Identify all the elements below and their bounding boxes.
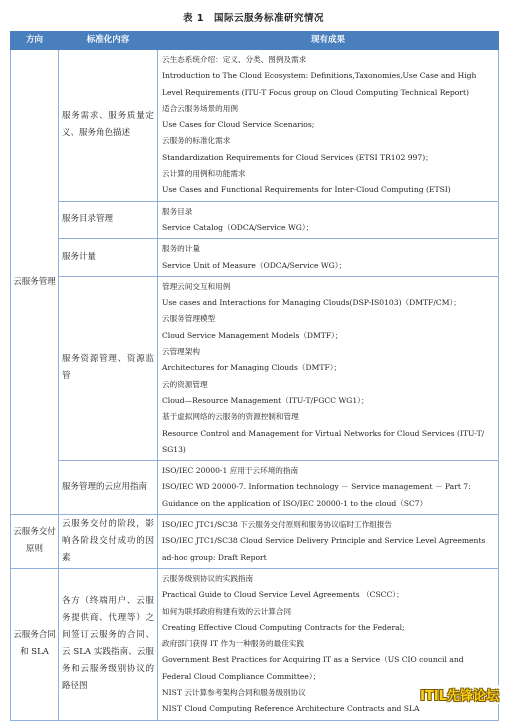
standards-table [10,31,499,721]
result-line: Use Cases and Functional Requirements for Inter-Cloud Computing (ETSI) [162,185,451,195]
result-line: 云计算的用例和功能需求 [162,169,246,179]
results-cell [158,461,499,515]
result-line: 云生态系统介绍：定义、分类、图例及需求 [162,55,307,64]
result-line: Level Requirements (ITU-T Focus group on Cloud Computing Technical Report) [162,87,469,97]
table-row [11,201,499,239]
result-line: ISO/IEC JTC1/SC38 下云服务交付原则和服务协议临时工作组报告 [162,520,393,530]
content-cell: 服务资源管理、资源监管 [59,276,158,460]
result-line: ad-hoc group: Draft Report [162,552,267,562]
result-line: Introduction to The Cloud Ecosystem: Definitions,Taxonomies,Use Case and High [162,71,477,81]
result-line: 云服务的标准化需求 [162,136,231,146]
content-cell: 服务管理的云应用指南 [59,461,158,515]
table-row [11,276,499,460]
content-cell: 云服务交付的阶段，影响各阶段交付成功的因素 [59,515,158,569]
result-line: SG13) [162,444,186,454]
result-line: Architectures for Managing Clouds（DMTF）； [162,363,342,373]
direction-cell: 云服务交付原则 [11,515,59,569]
result-line: 云服务管理模型 [162,314,216,324]
result-line: Use Cases for Cloud Service Scenarios; [162,120,315,130]
content-cell: 服务计量 [59,239,158,277]
direction-cell: 云服务管理 [11,50,59,515]
result-line: 服务的计量 [162,244,200,254]
result-line: ISO/IEC WD 20000-7. Information technology － Service management － Part 7: [162,482,471,492]
watermark-logo: ITIL先锋论坛 [418,685,501,704]
result-line: Use cases and Interactions for Managing Clouds(DSP-IS0103)（DMTF/CM）； [162,298,461,308]
results-cell [158,201,499,239]
result-line: Federal Cloud Compliance Committee）； [162,671,321,681]
result-line: Practical Guide to Cloud Service Level Agreements （CSCC）； [162,590,404,600]
content-cell: 服务目录管理 [59,201,158,239]
header-results: 现有成果 [158,32,499,50]
header-direction: 方向 [11,32,59,50]
result-line: NIST Cloud Computing Reference Architecture Contracts and SLA [162,704,420,714]
result-line: 基于虚拟网络的云服务的资源控制和管理 [162,412,299,422]
table-row [11,515,499,569]
results-cell [158,515,499,569]
result-line: 服务目录 [162,206,193,216]
result-line: ISO/IEC 20000-1 应用于云环境的指南 [162,466,299,476]
result-line: Government Best Practices for Acquiring IT as a Service（US CIO council and [162,655,464,665]
results-cell [158,50,499,202]
result-line: Cloud Service Management Models（DMTF）； [162,330,343,340]
result-line: 如何为联邦政府构建有效的云计算合同 [162,606,292,616]
result-line: 云的资源管理 [162,379,208,389]
header-content: 标准化内容 [59,32,158,50]
results-cell [158,239,499,277]
result-line: 云管理架构 [162,347,200,357]
result-line: Cloud—Resource Management（ITU-T/FGCC WG1）； [162,395,369,405]
result-line: Service Unit of Measure（ODCA/Service WG）； [162,260,347,270]
results-cell [158,276,499,460]
result-line: Resource Control and Management for Virtual Networks for Cloud Services (ITU-T/ [162,428,485,438]
result-line: Guidance on the application of ISO/IEC 20000-1 to the cloud（SC7） [162,498,428,508]
result-line: ISO/IEC JTC1/SC38 Cloud Service Delivery Principle and Service Level Agreements [162,536,486,546]
direction-cell: 云服务合同和 SLA [11,568,59,720]
result-line: 政府部门获得 IT 作为一种服务的最佳实践 [162,639,304,649]
table-row [11,461,499,515]
result-line: 云服务级别协议的实践指南 [162,573,254,583]
result-line: Standardization Requirements for Cloud Services (ETSI TR102 997)； [162,152,433,162]
table-caption: 表 1 国际云服务标准研究情况 [183,13,324,24]
result-line: Creating Effective Cloud Computing Contracts for the Federal; [162,622,405,632]
result-line: 管理云间交互和用例 [162,281,231,291]
table-row [11,50,499,202]
result-line: Service Catalog（ODCA/Service WG）； [162,222,314,232]
table-header-row [11,32,499,50]
content-cell: 服务需求、服务质量定义、服务角色描述 [59,50,158,202]
result-line: 适合云服务场景的用例 [162,103,238,113]
table-row [11,239,499,277]
content-cell: 各方（终端用户、云服务提供商、代理等）之间签订云服务的合同、云 SLA 实践指南、云服务和云服务级别协议的路径图 [59,568,158,720]
result-line: NIST 云计算参考架构合同和服务级别协议 [162,687,306,697]
